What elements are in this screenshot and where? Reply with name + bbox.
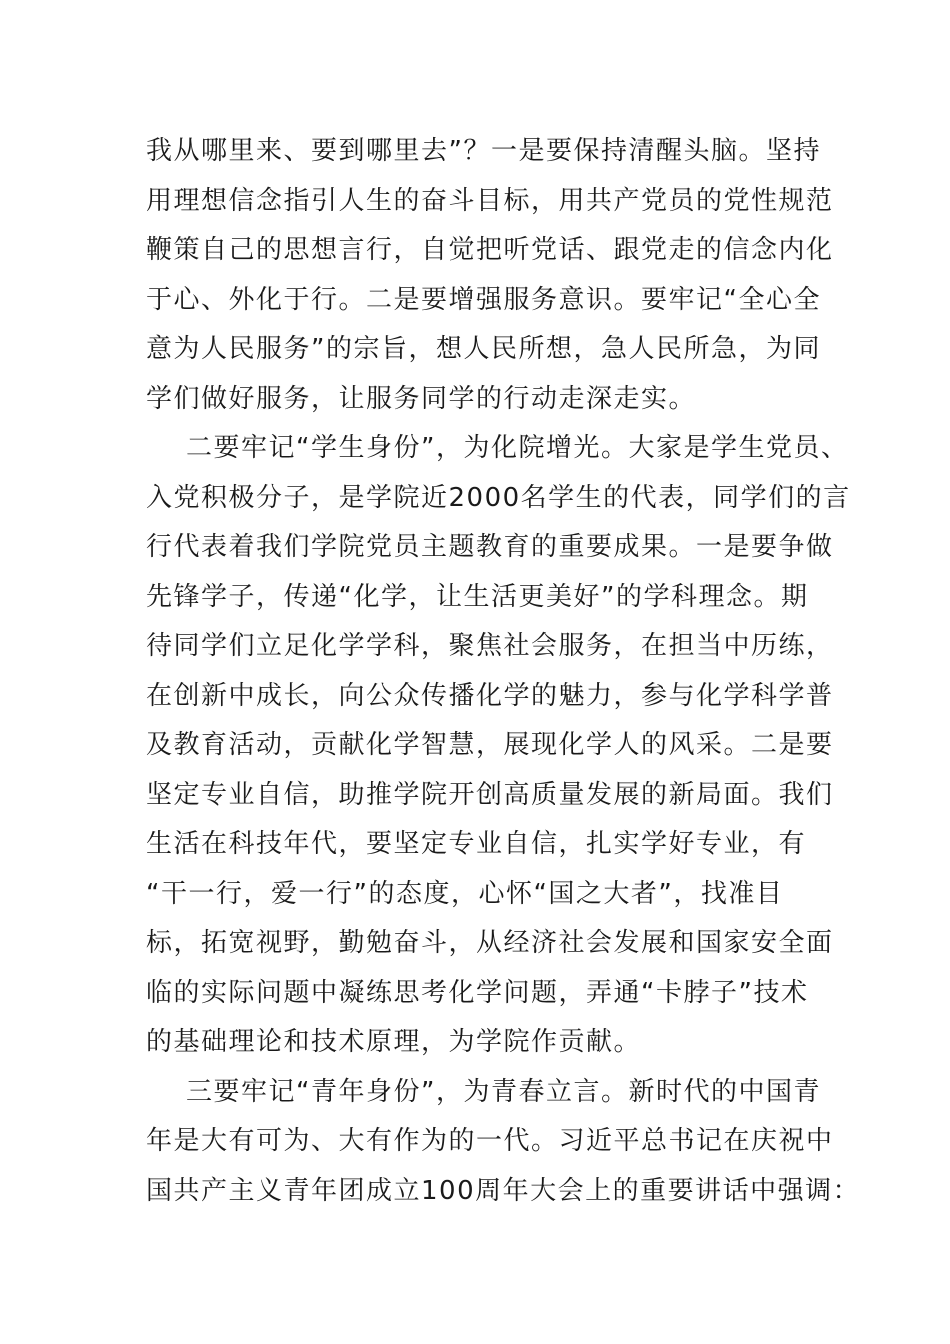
text-line: 待同学们立足化学学科，聚焦社会服务，在担当中历练， bbox=[146, 631, 834, 661]
text-line: “干一行，爱一行”的态度，心怀“国之大者”，找准目 bbox=[146, 878, 784, 909]
text-line: 于心、外化于行。二是要增强服务意识。要牢记“全心全 bbox=[146, 284, 821, 315]
text-line: 生活在科技年代，要坚定专业自信，扎实学好专业，有 bbox=[146, 829, 807, 859]
text-line: 年是大有可为、大有作为的一代。习近平总书记在庆祝中 bbox=[146, 1126, 834, 1156]
text-line: 坚定专业自信，助推学院开创高质量发展的新局面。我们 bbox=[146, 779, 834, 810]
text-line: 国共产主义青年团成立100周年大会上的重要讲话中强调： bbox=[146, 1175, 861, 1206]
text-line: 入党积极分子，是学院近2000名学生的代表，同学们的言 bbox=[146, 482, 851, 513]
text-line: 先锋学子，传递“化学，让生活更美好”的学科理念。期 bbox=[146, 581, 809, 612]
text-line: 的基础理论和技术原理，为学院作贡献。 bbox=[146, 1027, 642, 1057]
text-line: 临的实际问题中凝练思考化学问题，弄通“卡脖子”技术 bbox=[146, 977, 809, 1008]
text-line: 在创新中成长，向公众传播化学的魅力，参与化学科学普 bbox=[146, 680, 834, 711]
paragraph-start-line: 三要牢记“青年身份”，为青春立言。新时代的中国青 bbox=[186, 1076, 821, 1107]
document-body bbox=[146, 127, 861, 1216]
paragraph-start-line: 二要牢记“学生身份”，为化院增光。大家是学生党员、 bbox=[186, 433, 849, 463]
text-line: 鞭策自己的思想言行，自觉把听党话、跟党走的信念内化 bbox=[146, 235, 834, 265]
text-line: 学们做好服务，让服务同学的行动走深走实。 bbox=[146, 383, 697, 414]
text-line: 我从哪里来、要到哪里去”？一是要保持清醒头脑。坚持 bbox=[146, 136, 821, 166]
text-line: 行代表着我们学院党员主题教育的重要成果。一是要争做 bbox=[146, 532, 834, 562]
text-line: 用理想信念指引人生的奋斗目标，用共产党员的党性规范 bbox=[146, 185, 834, 216]
text-line: 标，拓宽视野，勤勉奋斗，从经济社会发展和国家安全面 bbox=[146, 928, 834, 958]
text-line: 意为人民服务”的宗旨，想人民所想，急人民所急，为同 bbox=[146, 334, 821, 364]
text-line: 及教育活动，贡献化学智慧，展现化学人的风采。二是要 bbox=[146, 730, 834, 760]
